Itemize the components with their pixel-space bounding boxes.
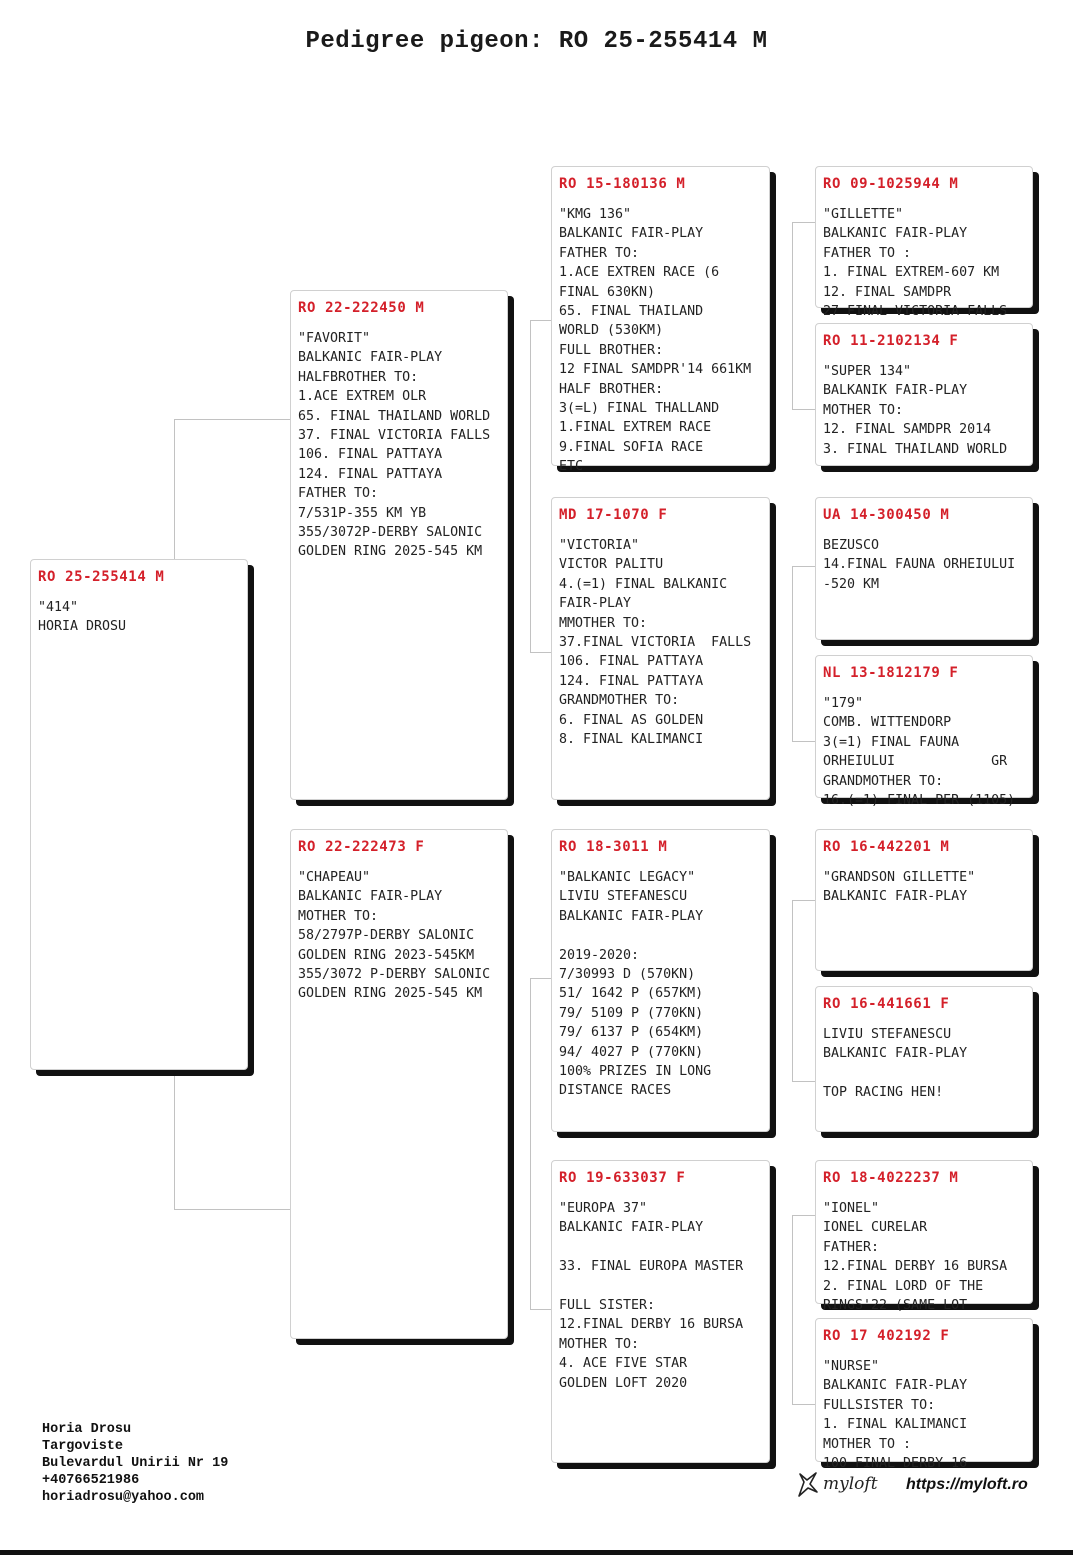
card-line: "414": [38, 600, 79, 615]
pigeon-card-great-grandparent-5: [815, 829, 1033, 971]
connector-gp4: [792, 1215, 815, 1405]
card-line: BALKANIC FAIR-PLAY: [823, 1378, 968, 1394]
card-line: 33. FINAL EUROPA MASTER: [559, 1259, 744, 1275]
card-line: [559, 926, 769, 945]
card-line: 100 FINAL DERBY 16: [823, 1456, 968, 1472]
card-line: FATHER TO :: [823, 245, 912, 261]
pigeon-card-great-grandparent-7: [815, 1160, 1033, 1314]
card-line: BEZUSCO: [823, 538, 880, 553]
card-line: ORHEIULUI GR: [823, 754, 1008, 770]
ring-number: RO 11-2102134 F: [823, 333, 959, 349]
card-line: RINGS'22 (SAME LOT: [823, 1298, 968, 1314]
card-line: 2019-2020:: [559, 947, 640, 963]
card-line: -520 KM: [823, 576, 880, 592]
card-line: BALKANIC FAIR-PLAY: [559, 1220, 704, 1236]
card-line: 12.FINAL DERBY 16 BURSA: [559, 1317, 744, 1333]
card-line: 7/30993 D (570KN): [559, 967, 696, 983]
card-line: 12. FINAL SAMDPR 2014: [823, 422, 992, 438]
card-line: 8. FINAL KALIMANCI: [559, 732, 704, 748]
ring-number: RO 16-441661 F: [823, 996, 950, 1012]
card-line: MOTHER TO:: [559, 1336, 640, 1352]
card-line: "FAVORIT": [298, 331, 371, 346]
card-line: 65. FINAL THAILAND: [559, 304, 704, 320]
card-line: 37.FINAL VICTORIA FALLS: [559, 635, 752, 651]
pigeon-card-great-grandparent-3: [815, 497, 1033, 640]
card-line: MOTHER TO:: [298, 908, 379, 924]
owner-address: Bulevardul Unirii Nr 19: [42, 1456, 229, 1471]
ring-number: RO 22-222473 F: [298, 839, 425, 855]
page-title: Pedigree pigeon: RO 25-255414 M: [305, 28, 768, 55]
card-line: 12.FINAL DERBY 16 BURSA: [823, 1259, 1008, 1275]
pigeon-card-great-grandparent-6: [815, 986, 1033, 1132]
ring-number: RO 16-442201 M: [823, 839, 950, 855]
card-line: TOP RACING HEN!: [823, 1085, 944, 1101]
card-line: 106. FINAL PATTAYA: [298, 447, 443, 463]
card-line: BALKANIC FAIR-PLAY: [823, 889, 968, 905]
card-line: 1. FINAL EXTREM-607 KM: [823, 265, 1000, 281]
card-line: "KMG 136": [559, 207, 632, 222]
card-line: MMOTHER TO:: [559, 615, 648, 631]
owner-contact: [42, 1421, 228, 1506]
card-line: HALFBROTHER TO:: [298, 369, 419, 385]
ring-number: RO 17 402192 F: [823, 1328, 950, 1344]
card-line: MOTHER TO :: [823, 1436, 912, 1452]
ring-number: RO 09-1025944 M: [823, 176, 959, 192]
card-line: LIVIU STEFANESCU: [823, 1027, 952, 1042]
ring-number: RO 18-4022237 M: [823, 1170, 959, 1186]
connector-gp3: [792, 900, 815, 1082]
card-line: 355/3072P-DERBY SALONIC: [298, 525, 483, 541]
card-line: GOLDEN RING 2023-545KM: [298, 947, 475, 963]
pigeon-card-father: [290, 290, 508, 800]
ring-number: RO 22-222450 M: [298, 300, 425, 316]
card-line: FINAL 630KN): [559, 284, 656, 300]
card-line: WORLD (530KM): [559, 323, 664, 339]
card-line: FATHER TO:: [298, 486, 379, 502]
connector-father-grandparents: [530, 320, 551, 653]
card-line: MOTHER TO:: [823, 402, 904, 418]
ring-number: RO 25-255414 M: [38, 569, 165, 585]
brand-logo-text: myloft: [823, 1474, 878, 1494]
card-line: 12 FINAL SAMDPR'14 661KM: [559, 362, 752, 378]
card-line: BALKANIC FAIR-PLAY: [823, 1046, 968, 1062]
card-line: BALKANIC FAIR-PLAY: [823, 226, 968, 242]
card-line: 1.ACE EXTREM OLR: [298, 389, 427, 405]
card-line: FATHER TO:: [559, 245, 640, 261]
card-line: DISTANCE RACES: [559, 1083, 672, 1099]
card-line: LIVIU STEFANESCU: [559, 889, 688, 905]
card-line: 7/531P-355 KM YB: [298, 505, 427, 521]
card-line: 6. FINAL AS GOLDEN: [559, 712, 704, 728]
card-line: 58/2797P-DERBY SALONIC: [298, 928, 475, 944]
card-line: "BALKANIC LEGACY": [559, 870, 696, 885]
card-line: "CHAPEAU": [298, 870, 371, 885]
card-line: 1.ACE EXTREN RACE (6: [559, 265, 720, 281]
connector-mother-grandparents: [530, 978, 551, 1310]
pigeon-card-grandparent-2: [551, 497, 770, 800]
card-line: 4.(=1) FINAL BALKANIC: [559, 576, 728, 592]
connector-gp2: [792, 566, 815, 742]
card-line: 3(=1) FINAL FAUNA: [823, 734, 960, 750]
card-line: BALKANIC FAIR-PLAY: [298, 889, 443, 905]
card-line: 12. FINAL SAMDPR: [823, 284, 952, 300]
card-line: "SUPER 134": [823, 364, 912, 379]
card-line: FULL BROTHER:: [559, 342, 664, 358]
card-line: 124. FINAL PATTAYA: [559, 673, 704, 689]
card-line: FULLSISTER TO:: [823, 1397, 936, 1413]
pigeon-card-subject: [30, 559, 248, 1070]
card-line: [559, 1277, 769, 1296]
card-line: HORIA DROSU: [38, 619, 127, 635]
card-line: ETC: [559, 459, 584, 475]
card-line: 1. FINAL KALIMANCI: [823, 1417, 968, 1433]
card-line: 94/ 4027 P (770KN): [559, 1044, 704, 1060]
card-line: 100% PRIZES IN LONG: [559, 1064, 712, 1080]
pigeon-card-great-grandparent-1: [815, 166, 1033, 320]
card-line: 4. ACE FIVE STAR: [559, 1356, 688, 1372]
card-line: "EUROPA 37": [559, 1201, 648, 1216]
card-line: GOLDEN LOFT 2020: [559, 1375, 688, 1391]
ring-number: RO 15-180136 M: [559, 176, 686, 192]
card-line: BALKANIC FAIR-PLAY: [559, 908, 704, 924]
card-line: 355/3072 P-DERBY SALONIC: [298, 967, 491, 983]
card-line: 124. FINAL PATTAYA: [298, 466, 443, 482]
card-line: 79/ 6137 P (654KM): [559, 1025, 704, 1041]
card-line: "IONEL": [823, 1201, 880, 1216]
ring-number: UA 14-300450 M: [823, 507, 950, 523]
card-line: "GRANDSON GILLETTE": [823, 870, 976, 885]
card-line: IONEL CURELAR: [823, 1220, 928, 1236]
card-line: 2. FINAL LORD OF THE: [823, 1278, 984, 1294]
brand-footer: [796, 1470, 1046, 1504]
card-line: 14.FINAL FAUNA ORHEIULUI: [823, 557, 1016, 573]
card-line: 1.FINAL EXTREM RACE: [559, 420, 712, 436]
card-line: 16.(=1) FINAL PER (1105): [823, 793, 1016, 809]
ring-number: RO 19-633037 F: [559, 1170, 686, 1186]
bird-logo-icon: [796, 1470, 820, 1500]
pigeon-card-great-grandparent-4: [815, 655, 1033, 809]
owner-name: Horia Drosu: [42, 1422, 132, 1437]
card-line: "179": [823, 696, 864, 711]
card-line: "GILLETTE": [823, 207, 904, 222]
owner-phone: +40766521986: [42, 1473, 140, 1488]
pigeon-card-mother: [290, 829, 508, 1339]
card-line: FAIR-PLAY: [559, 596, 632, 612]
card-line: BALKANIC FAIR-PLAY: [559, 226, 704, 242]
card-line: HALF BROTHER:: [559, 381, 664, 397]
card-line: VICTOR PALITU: [559, 557, 664, 573]
card-line: 27 FINAL VICTORIA FALLS: [823, 304, 1008, 320]
card-line: 65. FINAL THAILAND WORLD: [298, 408, 491, 424]
pigeon-card-grandparent-3: [551, 829, 770, 1132]
card-line: FULL SISTER:: [559, 1298, 656, 1314]
bottom-border: [0, 1550, 1073, 1555]
connector-gp1: [792, 222, 815, 410]
ring-number: NL 13-1812179 F: [823, 665, 959, 681]
ring-number: MD 17-1070 F: [559, 507, 668, 523]
card-line: 3. FINAL THAILAND WORLD: [823, 441, 1008, 457]
card-line: BALKANIK FAIR-PLAY: [823, 383, 968, 399]
brand-url-link[interactable]: https://myloft.ro: [906, 1476, 1028, 1493]
card-line: 106. FINAL PATTAYA: [559, 654, 704, 670]
card-line: BALKANIC FAIR-PLAY: [298, 350, 443, 366]
card-line: 9.FINAL SOFIA RACE: [559, 439, 704, 455]
card-line: 37. FINAL VICTORIA FALLS: [298, 428, 491, 444]
card-line: COMB. WITTENDORP: [823, 715, 952, 731]
card-line: "VICTORIA": [559, 538, 640, 553]
pigeon-card-grandparent-4: [551, 1160, 770, 1463]
card-line: GRANDMOTHER TO:: [823, 773, 944, 789]
ring-number: RO 18-3011 M: [559, 839, 668, 855]
pigeon-card-grandparent-1: [551, 166, 770, 475]
owner-email: horiadrosu@yahoo.com: [42, 1490, 205, 1505]
card-line: 3(=L) FINAL THALLAND: [559, 401, 720, 417]
card-line: GOLDEN RING 2025-545 KM: [298, 986, 483, 1002]
card-line: "NURSE": [823, 1359, 880, 1374]
card-line: GOLDEN RING 2025-545 KM: [298, 544, 483, 560]
card-line: 79/ 5109 P (770KN): [559, 1005, 704, 1021]
card-line: 51/ 1642 P (657KM): [559, 986, 704, 1002]
card-line: [559, 1238, 769, 1257]
card-line: GRANDMOTHER TO:: [559, 693, 680, 709]
pigeon-card-great-grandparent-2: [815, 323, 1033, 466]
card-line: [823, 1064, 1032, 1083]
pigeon-card-great-grandparent-8: [815, 1318, 1033, 1472]
card-line: FATHER:: [823, 1239, 880, 1255]
owner-city: Targoviste: [42, 1439, 124, 1454]
